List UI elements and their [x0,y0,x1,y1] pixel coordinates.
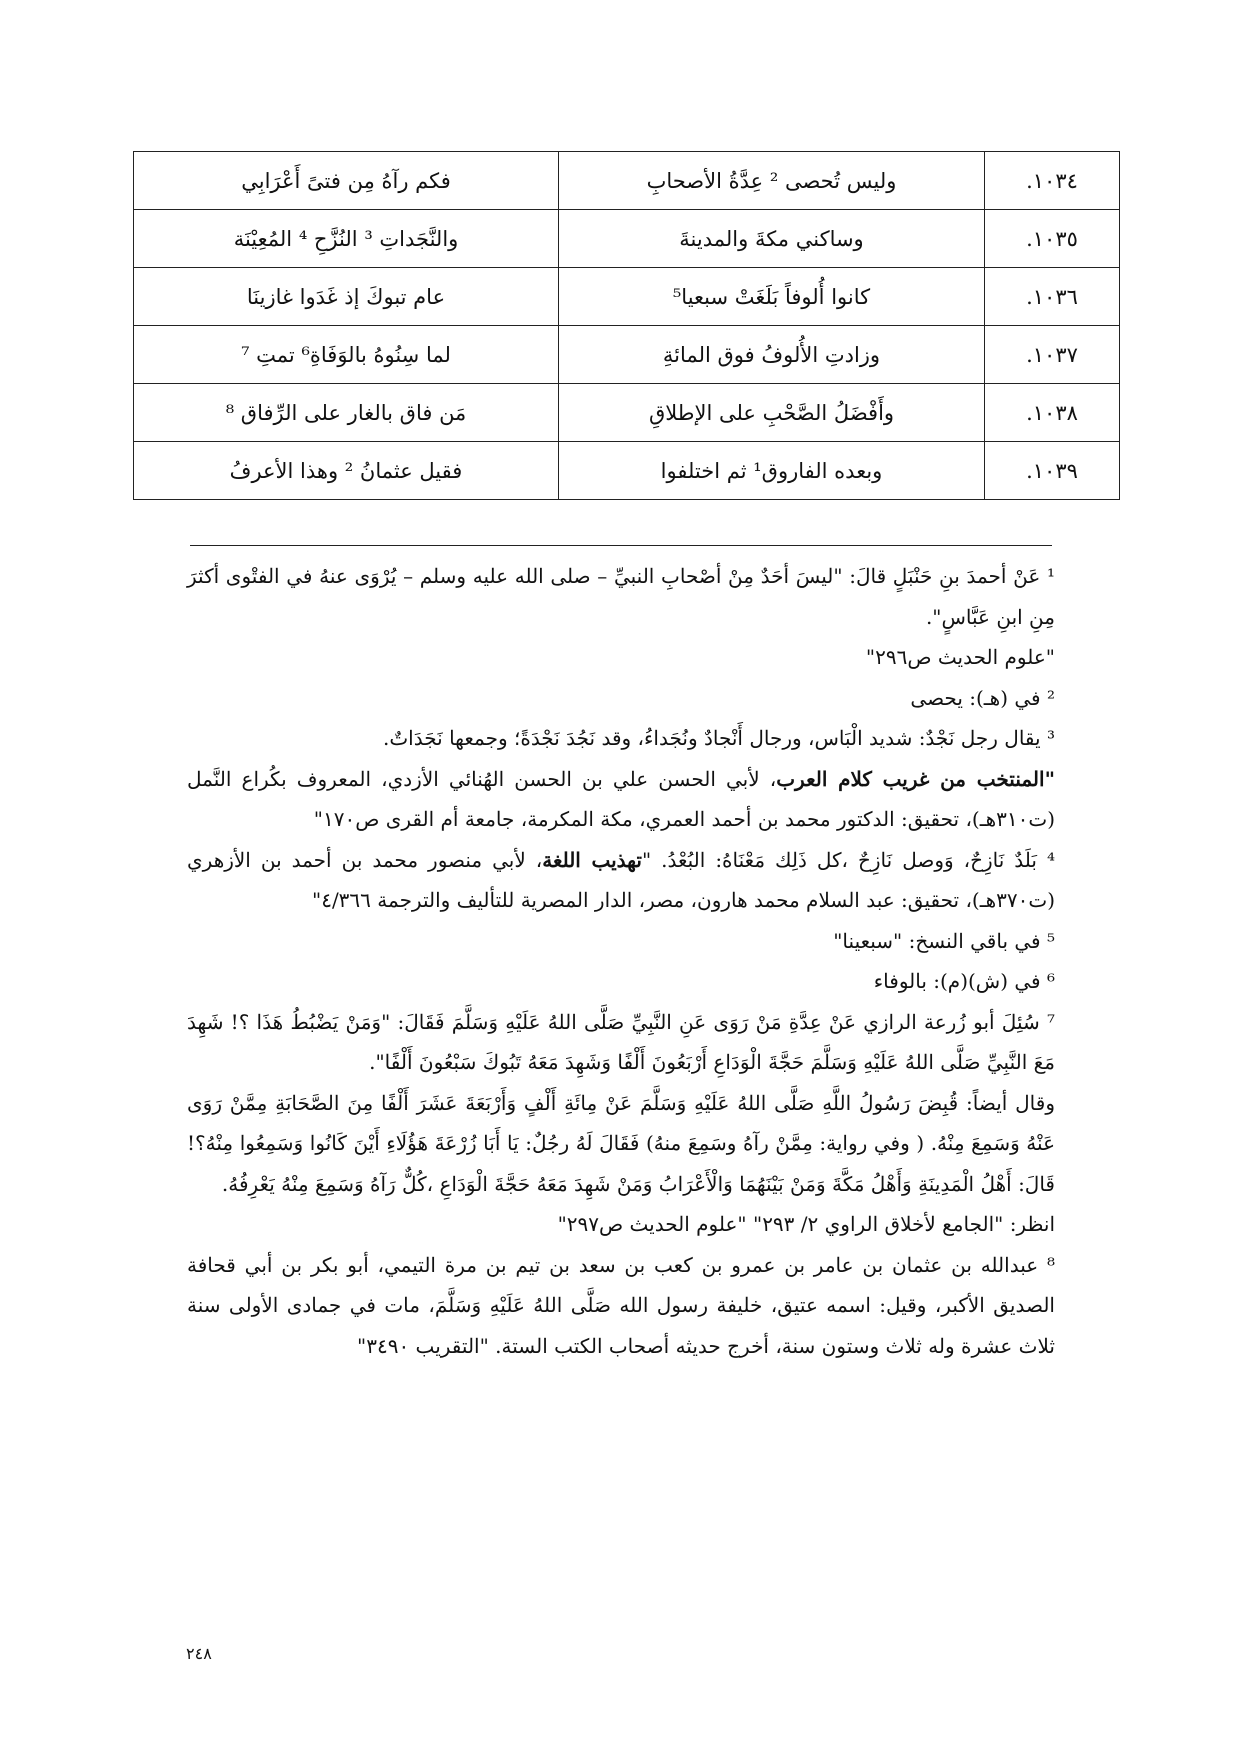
verse-number: ١٠٣٥. [985,210,1120,268]
verse-first-hemistich: كانوا أُلوفاً بَلَغَتْ سبعيا⁵ [559,268,985,326]
footnote-3: ³ يقال رجل نَجْدٌ: شديد الْبَاس، ورجال أَنْجادٌ ونُجَداءُ، وقد نَجُدَ نَجْدَةً؛ وجمعها نَجَدَاتٌ. [383,726,1055,750]
footnote-3-citation: ، لأبي الحسن علي بن الحسن الهُنائي الأزدي، المعروف بكُراع النَّمل (ت٣١٠هـ)، تحقيق: الدكتور محمد بن أحمد العمري، مكة المكرمة، جامعة أم القرى ص١٧٠" [187,766,1055,831]
verse-table [133,151,1120,500]
footnote-3-source [187,759,1055,840]
verse-row [134,326,1120,384]
verse-number: ١٠٣٩. [985,442,1120,500]
verse-first-hemistich: وزادتِ الأُلوفُ فوق المائةِ [559,326,985,384]
verse-first-hemistich: وساكني مكةَ والمدينةَ [559,210,985,268]
page-number: ٢٤٨ [186,1644,212,1663]
verse-second-hemistich: فكم رآهُ مِن فتىً أَعْرَابِي [134,152,559,210]
verse-second-hemistich: لما سِنُوهُ بالوَفَاةِ⁶ تمتِ ⁷ [134,326,559,384]
footnote-8: ⁸ عبدالله بن عثمان بن عامر بن عمرو بن كعب بن سعد بن تيم بن مرة التيمي، أبو بكر بن أبي قحافة الصديق الأكبر، وقيل: اسمه عتيق، خليفة رسول الله صَلَّى اللهُ عَلَيْهِ وَسَلَّمَ، مات في جمادى الأولى سنة ثلاث عشرة وله ثلاث وستون سنة، أخرج حديثه أصحاب الكتب الستة. "التقريب ٣٤٩٠" [187,1252,1055,1358]
verse-row [134,152,1120,210]
verse-number: ١٠٣٦. [985,268,1120,326]
footnote-separator [190,545,1052,546]
verse-first-hemistich: وبعده الفاروق¹ ثم اختلفوا [559,442,985,500]
footnote-6: ⁶ في (ش)(م): بالوفاء [873,969,1055,993]
verse-second-hemistich: عام تبوكَ إذ غَدَوا غازينَا [134,268,559,326]
verse-second-hemistich: مَن فاق بالغار على الرِّفاق ⁸ [134,384,559,442]
verse-row [134,442,1120,500]
footnote-2: ² في (هـ): يحصى [910,685,1055,710]
verse-number: ١٠٣٤. [985,152,1120,210]
footnote-3-book-title: "المنتخب من غريب كلام العرب [776,766,1055,791]
footnote-7: ⁷ سُئِلَ أبو زُرعة الرازي عَنْ عِدَّةِ مَنْ رَوَى عَنِ النَّبِيِّ صَلَّى اللهُ عَلَيْهِ وَسَلَّمَ فَقَالَ: "وَمَنْ يَضْبُطُ هَذَا ؟! شَهِدَ مَعَ النَّبِيِّ صَلَّى اللهُ عَلَيْهِ وَسَلَّمَ حَجَّةَ الْوَدَاعِ أَرْبَعُونَ أَلْفًا وَشَهِدَ مَعَهُ تَبُوكَ سَبْعُونَ أَلْفًا". [187,1009,1055,1074]
footnote-1: ¹ عَنْ أحمدَ بنِ حَنْبَلٍ قالَ: "ليسَ أحَدٌ مِنْ أصْحابِ النبيِّ – صلى الله عليه وسلم – يُرْوَى عنهُ في الفتْوى أكثرَ مِنِ ابنِ عَبَّاسٍ". [187,564,1055,629]
footnote-4-book-title: تهذيب اللغة [542,847,642,872]
footnotes-section [187,556,1055,1366]
footnote-5: ⁵ في باقي النسخ: "سبعينا" [833,928,1055,953]
verse-second-hemistich: فقيل عثمانُ ² وهذا الأعرفُ [134,442,559,500]
verse-row [134,210,1120,268]
footnote-4-citation: ، لأبي منصور محمد بن أحمد بن الأزهري (ت٣٧٠هـ)، تحقيق: عبد السلام محمد هارون، مصر، الدار المصرية للتأليف والترجمة ٤/٣٦٦" [187,847,1055,912]
verse-first-hemistich: وليس تُحصى ² عِدَّةُ الأصحابِ [559,152,985,210]
verse-table-body [134,152,1120,500]
footnote-4 [187,840,1055,921]
verse-first-hemistich: وأَفْضَلُ الصَّحْبِ على الإطلاقِ [559,384,985,442]
footnote-7-source: انظر: "الجامع لأخلاق الراوي ٢/ ٢٩٣" "علوم الحديث ص٢٩٧" [557,1212,1055,1236]
footnote-4-text: ⁴ بَلَدٌ نَازِحٌ، وَوصل نَازِحٌ ،كل ذَلِك مَعْنَاهُ: البُعْدُ. " [641,847,1056,872]
verse-row [134,384,1120,442]
verse-number: ١٠٣٨. [985,384,1120,442]
footnote-1-source: "علوم الحديث ص٢٩٦" [865,645,1055,669]
footnote-7-continued: وقال أيضاً: قُبِضَ رَسُولُ اللَّهِ صَلَّى اللهُ عَلَيْهِ وَسَلَّمَ عَنْ مِائَةِ أَلْفٍ وَأَرْبَعَةَ عَشَرَ أَلْفًا مِنَ الصَّحَابَةِ مِمَّنْ رَوَى عَنْهُ وَسَمِعَ مِنْهُ. ( وفي رواية: مِمَّنْ رآهُ وسَمِعَ منهُ) فَقَالَ لَهُ رجُلٌ: يَا أَبَا زُرْعَةَ هَؤُلَاءِ أَيْنَ كَانُوا وَسَمِعُوا مِنْهُ؟! قَالَ: أَهْلُ الْمَدِينَةِ وَأَهْلُ مَكَّةَ وَمَنْ بَيْنَهُمَا وَالْأَعْرَابُ وَمَنْ شَهِدَ مَعَهُ حَجَّةَ الْوَدَاعِ ،كُلٌّ رَآهُ وَسَمِعَ مِنْهُ يَعْرِفُهُ. [187,1090,1056,1196]
verse-number: ١٠٣٧. [985,326,1120,384]
verse-row [134,268,1120,326]
verse-second-hemistich: والنَّجَداتِ ³ النُزَّحِ ⁴ المُعِيْنَة [134,210,559,268]
